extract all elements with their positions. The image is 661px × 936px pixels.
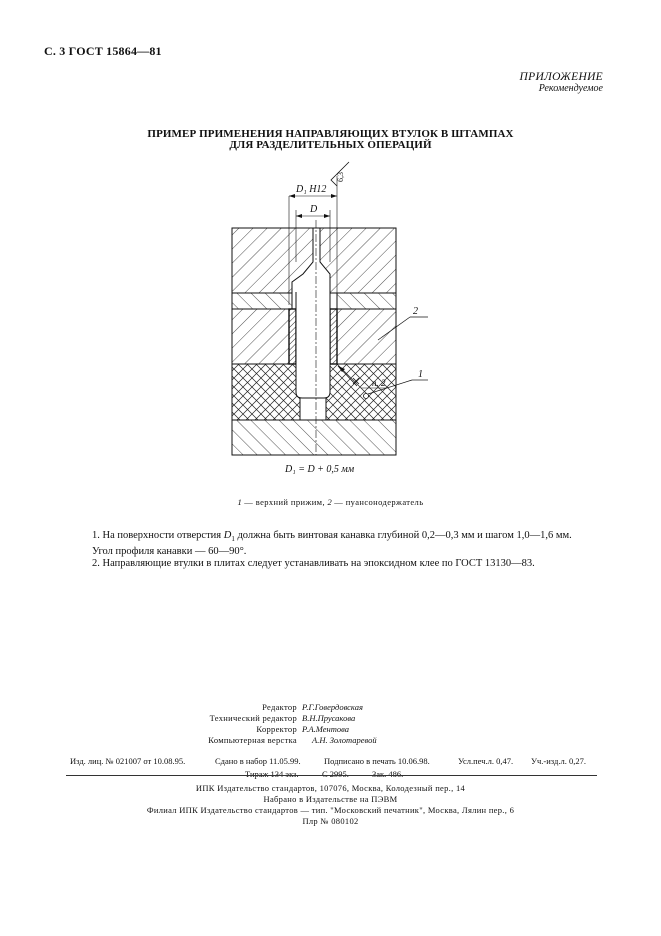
roughness-mark bbox=[331, 162, 349, 186]
credit-label: Корректор bbox=[256, 724, 297, 734]
imprint-line-4: Плр № 080102 bbox=[302, 816, 359, 826]
credit-row bbox=[0, 713, 661, 724]
credit-row bbox=[0, 735, 661, 746]
page-header: С. 3 ГОСТ 15864—81 bbox=[44, 44, 162, 58]
callout-2: 2 bbox=[413, 306, 418, 317]
credit-name: В.Н.Прусакова bbox=[302, 713, 356, 723]
imprint-line-3: Филиал ИПК Издательство стандартов — тип. "Московский печатник", Москва, Лялин пер., 6 bbox=[146, 805, 515, 815]
formula: D₁ = D + 0,5 мм bbox=[285, 464, 355, 475]
pub-code: С 2995. bbox=[322, 769, 349, 779]
note-2: 2. Направляющие втулки в плитах следует устанавливать на эпоксидном клее по ГОСТ 13130—83. bbox=[92, 558, 535, 570]
pub-circulation: Тираж 134 экз. bbox=[245, 769, 299, 779]
caption-num-1: 1 bbox=[237, 497, 242, 507]
section-title-line-1: ПРИМЕР ПРИМЕНЕНИЯ НАПРАВЛЯЮЩИХ ВТУЛОК В ШТАМПАХ bbox=[147, 128, 514, 140]
imprint bbox=[0, 783, 661, 827]
note-1-text-a: 1. На поверхности отверстия bbox=[92, 530, 224, 541]
caption-text-2: — пуансонодержатель bbox=[331, 497, 424, 507]
dimension-d-label: D bbox=[310, 204, 318, 215]
credit-label: Компьютерная верстка bbox=[208, 735, 297, 745]
notes bbox=[92, 530, 612, 571]
section-title-line-2: ДЛЯ РАЗДЕЛИТЕЛЬНЫХ ОПЕРАЦИЙ bbox=[229, 139, 432, 151]
dimension-d1-label: D₁ H12 bbox=[296, 184, 327, 195]
caption-text-1: — верхний прижим, bbox=[241, 497, 328, 507]
pub-print-sheets: Усл.печ.л. 0,47. bbox=[458, 756, 514, 766]
appendix-status: Рекомендуемое bbox=[538, 83, 603, 94]
pub-typeset: Сдано в набор 11.05.99. bbox=[215, 756, 301, 766]
pub-license: Изд. лиц. № 021007 от 10.08.95. bbox=[70, 756, 186, 766]
divider bbox=[66, 775, 597, 776]
note-1-continued: Угол профиля канавки — 60—90°. bbox=[92, 545, 247, 557]
credit-label: Редактор bbox=[262, 702, 297, 712]
credit-label: Технический редактор bbox=[209, 713, 297, 723]
note-1-text-b: должна быть винтовая канавка глубиной 0,2—0,3 мм и шагом 1,0—1,6 мм. bbox=[234, 530, 572, 541]
appendix-title: ПРИЛОЖЕНИЕ bbox=[519, 71, 603, 83]
punch bbox=[296, 292, 330, 420]
top-plate bbox=[232, 228, 396, 293]
pub-order: Зак. 486. bbox=[372, 769, 404, 779]
imprint-line-2: Набрано в Издательстве на ПЭВМ bbox=[263, 794, 398, 804]
credit-name: Р.А.Ментова bbox=[302, 724, 350, 734]
credit-name: Р.Г.Говердовская bbox=[302, 702, 363, 712]
imprint-line-1: ИПК Издательство стандартов, 107076, Москва, Колодезный пер., 14 bbox=[195, 783, 466, 793]
credit-name: А.Н. Золотаревой bbox=[312, 735, 377, 745]
callout-note-2: п. 2 bbox=[372, 378, 386, 388]
credits bbox=[0, 702, 661, 746]
credit-row bbox=[0, 702, 661, 713]
bottom-plate bbox=[232, 420, 396, 455]
note-1-var: D bbox=[223, 530, 232, 541]
callout-1: 1 bbox=[418, 369, 423, 380]
note-1-sub: 1 bbox=[231, 535, 235, 544]
pub-signed: Подписано в печать 10.06.98. bbox=[324, 756, 430, 766]
roughness-value: 6,3 bbox=[336, 172, 345, 182]
pub-edition-sheets: Уч.-изд.л. 0,27. bbox=[531, 756, 586, 766]
credit-row bbox=[0, 724, 661, 735]
caption-num-2: 2 bbox=[327, 497, 332, 507]
note-1 bbox=[92, 530, 612, 546]
figure-caption bbox=[0, 497, 661, 507]
